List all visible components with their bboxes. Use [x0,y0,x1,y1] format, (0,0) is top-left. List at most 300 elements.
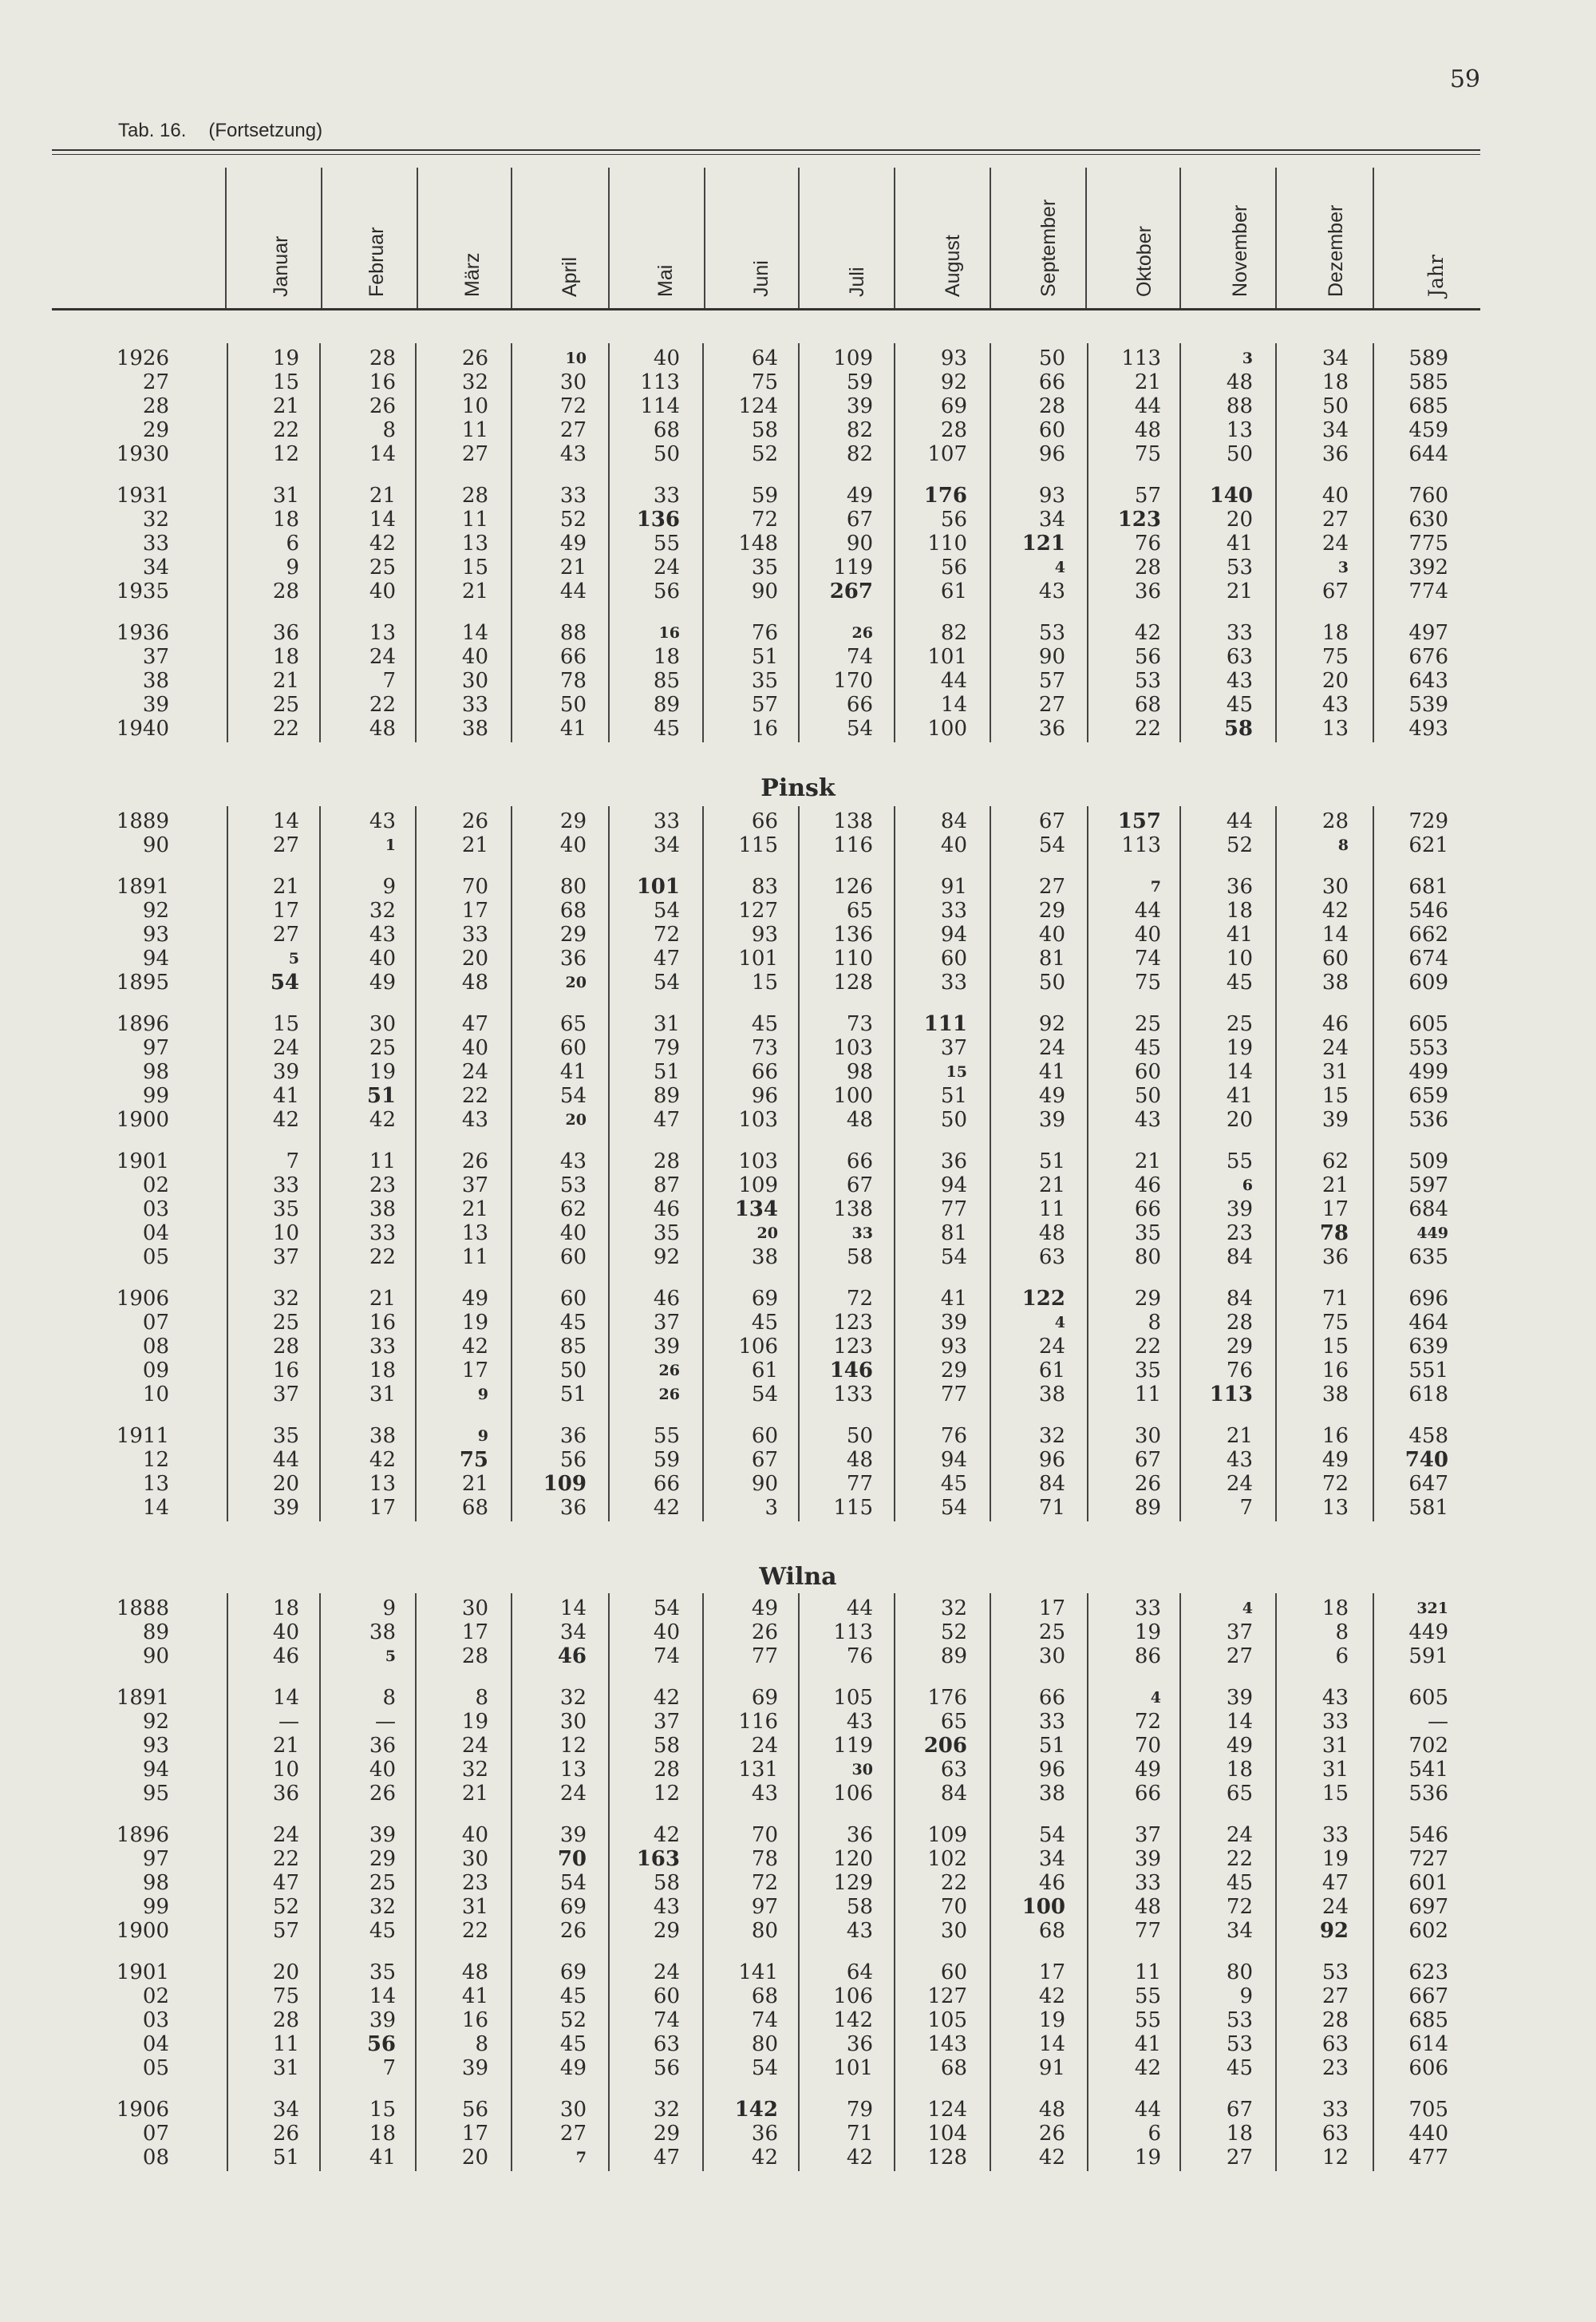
cell-monthly-value: 28 [1038,394,1065,418]
row-year: 39 [142,693,169,717]
cell-monthly-value: 57 [1038,669,1065,693]
cell-monthly-value: 28 [1226,1311,1253,1335]
cell-monthly-value: 37 [1226,1620,1253,1644]
header-column-divider [704,168,705,308]
cell-monthly-value: 66 [1038,370,1065,394]
cell-monthly-value: 106 [833,1984,873,2008]
cell-monthly-value: 54 [559,1871,587,1895]
cell-monthly-value: 14 [940,693,967,717]
cell-monthly-value: 20 [272,1472,299,1496]
cell-monthly-value: 98 [846,1060,873,1084]
cell-monthly-value: 17 [461,899,488,923]
column-divider [798,343,800,742]
row-year: 1930 [116,442,169,466]
cell-monthly-value: 58 [751,418,778,442]
cell-monthly-value: 33 [369,1221,396,1245]
cell-monthly-value: 12 [559,1734,587,1758]
cell-monthly-value: 85 [559,1335,587,1359]
cell-monthly-value: 55 [653,1424,680,1448]
cell-monthly-value: 72 [1321,1472,1349,1496]
cell-monthly-value: 84 [1226,1245,1253,1269]
cell-monthly-value: 24 [559,1782,587,1806]
cell-monthly-value: 82 [846,418,873,442]
cell-monthly-value: 27 [559,2122,587,2146]
cell-monthly-value: 52 [1226,833,1253,857]
cell-monthly-value: 24 [1038,1335,1065,1359]
cell-monthly-value: 56 [461,2098,488,2122]
cell-monthly-value: 66 [1134,1782,1161,1806]
cell-monthly-value: 75 [1134,971,1161,995]
cell-monthly-value: 40 [369,1758,396,1782]
cell-monthly-value: 18 [1226,899,1253,923]
cell-monthly-value: 28 [369,346,396,370]
cell-monthly-value: 25 [1226,1012,1253,1036]
cell-monthly-value: 115 [833,1496,873,1520]
cell-monthly-value: 26 [272,2122,299,2146]
cell-monthly-value: 20 [565,974,587,991]
cell-monthly-value: 20 [461,2146,488,2170]
row-year: 93 [142,923,169,947]
cell-monthly-value: 28 [461,1644,488,1668]
cell-monthly-value: 26 [658,1362,680,1379]
cell-monthly-value: 28 [1321,2008,1349,2032]
cell-monthly-value: 48 [1226,370,1253,394]
cell-monthly-value: 26 [369,394,396,418]
cell-monthly-value: 13 [559,1758,587,1782]
cell-monthly-value: 32 [559,1686,587,1710]
cell-monthly-value: 18 [369,1359,396,1383]
cell-monthly-value: 57 [751,693,778,717]
cell-monthly-value: 19 [272,346,299,370]
cell-monthly-value: 34 [1038,508,1065,532]
column-header-month: November [1229,204,1251,297]
cell-monthly-value: 68 [653,418,680,442]
cell-monthly-value: 50 [1038,971,1065,995]
row-year: 1896 [116,1823,169,1847]
cell-monthly-value: 12 [1321,2146,1349,2170]
cell-monthly-value: 75 [1321,1311,1349,1335]
cell-monthly-value: 91 [1038,2056,1065,2080]
cell-monthly-value: 32 [272,1287,299,1311]
cell-monthly-value: 38 [369,1620,396,1644]
row-year: 27 [142,370,169,394]
cell-monthly-value: 93 [940,1335,967,1359]
row-year: 1900 [116,1108,169,1132]
top-rule [52,149,1480,151]
cell-annual-total: 705 [1408,2098,1448,2122]
cell-monthly-value: 63 [940,1758,967,1782]
cell-monthly-value: 25 [1134,1012,1161,1036]
cell-monthly-value: 79 [846,2098,873,2122]
cell-monthly-value: 92 [653,1245,680,1269]
row-year: 1911 [116,1424,169,1448]
cell-monthly-value: 103 [833,1036,873,1060]
cell-monthly-value: 94 [940,923,967,947]
cell-monthly-value: 119 [833,1734,873,1758]
cell-monthly-value: 49 [559,2056,587,2080]
cell-monthly-value: 79 [653,1036,680,1060]
cell-annual-total: 539 [1408,693,1448,717]
cell-monthly-value: 4 [1054,1314,1065,1331]
cell-annual-total: 477 [1408,2146,1448,2170]
cell-monthly-value: 38 [1038,1782,1065,1806]
cell-monthly-value: 33 [461,693,488,717]
cell-monthly-value: 11 [1134,1383,1161,1406]
cell-monthly-value: 10 [1226,947,1253,971]
cell-monthly-value: 54 [653,899,680,923]
cell-monthly-value: 78 [1319,1221,1349,1245]
cell-monthly-value: 71 [1038,1496,1065,1520]
cell-monthly-value: 43 [461,1108,488,1132]
cell-monthly-value: 50 [846,1424,873,1448]
row-year: 92 [142,899,169,923]
column-divider [227,343,228,742]
cell-monthly-value: 35 [272,1424,299,1448]
cell-monthly-value: 39 [461,2056,488,2080]
row-year: 33 [142,532,169,556]
cell-monthly-value: 22 [1134,1335,1161,1359]
cell-monthly-value: 37 [272,1383,299,1406]
cell-monthly-value: 24 [1321,1895,1349,1919]
cell-monthly-value: 50 [1321,394,1349,418]
cell-monthly-value: 21 [461,1197,488,1221]
column-divider [702,806,704,1521]
cell-monthly-value: 40 [369,580,396,603]
cell-monthly-value: 21 [369,1287,396,1311]
header-column-divider [1085,168,1087,308]
cell-monthly-value: 39 [272,1496,299,1520]
cell-monthly-value: 21 [1321,1173,1349,1197]
cell-monthly-value: 51 [751,645,778,669]
cell-monthly-value: 36 [272,1782,299,1806]
column-divider [702,343,704,742]
cell-monthly-value: 124 [738,394,778,418]
cell-monthly-value: 11 [272,2032,299,2056]
cell-monthly-value: 122 [1021,1287,1065,1311]
cell-monthly-value: 81 [940,1221,967,1245]
cell-monthly-value: 72 [846,1287,873,1311]
cell-monthly-value: 127 [738,899,778,923]
section-title: Pinsk [760,774,836,802]
cell-monthly-value: 70 [461,875,488,899]
row-year: 38 [142,669,169,693]
cell-monthly-value: 41 [1226,532,1253,556]
cell-monthly-value: 54 [846,717,873,741]
cell-monthly-value: 40 [461,1823,488,1847]
cell-monthly-value: 170 [833,669,873,693]
cell-monthly-value: 81 [1038,947,1065,971]
cell-monthly-value: 93 [751,923,778,947]
cell-monthly-value: 87 [653,1173,680,1197]
column-divider [1275,343,1277,742]
cell-monthly-value: 43 [846,1710,873,1734]
cell-monthly-value: 14 [559,1596,587,1620]
cell-monthly-value: 13 [1321,1496,1349,1520]
cell-monthly-value: 13 [1321,717,1349,741]
cell-annual-total: 589 [1408,346,1448,370]
cell-monthly-value: 51 [272,2146,299,2170]
cell-monthly-value: 54 [751,2056,778,2080]
row-year: 29 [142,418,169,442]
cell-monthly-value: 45 [653,717,680,741]
cell-monthly-value: 45 [1226,971,1253,995]
cell-monthly-value: 24 [1226,1472,1253,1496]
cell-monthly-value: 36 [1321,1245,1349,1269]
cell-monthly-value: 129 [833,1871,873,1895]
cell-monthly-value: 43 [369,809,396,833]
cell-monthly-value: 90 [751,580,778,603]
cell-monthly-value: 48 [846,1448,873,1472]
row-year: 07 [142,2122,169,2146]
cell-monthly-value: 60 [1321,947,1349,971]
cell-monthly-value: 15 [461,556,488,580]
header-column-divider [798,168,800,308]
cell-monthly-value: 61 [940,580,967,603]
cell-monthly-value: 32 [653,2098,680,2122]
cell-monthly-value: 22 [272,418,299,442]
cell-annual-total: 458 [1408,1424,1448,1448]
cell-monthly-value: 30 [851,1761,873,1778]
cell-monthly-value: 33 [1134,1871,1161,1895]
cell-monthly-value: 72 [1226,1895,1253,1919]
column-divider [702,1593,704,2171]
cell-monthly-value: 35 [1134,1359,1161,1383]
cell-monthly-value: 32 [1038,1424,1065,1448]
cell-monthly-value: 14 [1226,1060,1253,1084]
cell-monthly-value: 14 [1226,1710,1253,1734]
cell-monthly-value: 62 [1321,1149,1349,1173]
cell-annual-total: 681 [1408,875,1448,899]
header-column-divider [1373,168,1374,308]
cell-monthly-value: 40 [653,1620,680,1644]
cell-monthly-value: 21 [461,580,488,603]
cell-monthly-value: 53 [1226,556,1253,580]
cell-monthly-value: 4 [1150,1689,1161,1707]
cell-annual-total: 740 [1404,1448,1448,1472]
cell-monthly-value: 53 [559,1173,587,1197]
cell-monthly-value: 80 [751,2032,778,2056]
cell-monthly-value: 74 [653,2008,680,2032]
cell-annual-total: 659 [1408,1084,1448,1108]
cell-monthly-value: 116 [833,833,873,857]
cell-monthly-value: 94 [940,1173,967,1197]
cell-monthly-value: 15 [1321,1335,1349,1359]
cell-monthly-value: 39 [272,1060,299,1084]
cell-annual-total: 602 [1408,1919,1448,1943]
cell-monthly-value: 115 [738,833,778,857]
cell-monthly-value: 75 [751,370,778,394]
column-divider [511,1593,512,2171]
cell-monthly-value: 60 [751,1424,778,1448]
cell-monthly-value: 48 [1134,1895,1161,1919]
cell-monthly-value: 58 [1223,717,1253,741]
cell-annual-total: 605 [1408,1012,1448,1036]
cell-monthly-value: 15 [946,1063,967,1081]
cell-monthly-value: 56 [653,580,680,603]
cell-monthly-value: 39 [1134,1847,1161,1871]
cell-monthly-value: 51 [940,1084,967,1108]
cell-monthly-value: 24 [751,1734,778,1758]
cell-monthly-value: 43 [559,442,587,466]
column-divider [894,1593,895,2171]
row-year: 13 [142,1472,169,1496]
cell-monthly-value: 40 [940,833,967,857]
cell-annual-total: 541 [1408,1758,1448,1782]
cell-monthly-value: 131 [738,1758,778,1782]
cell-monthly-value: 51 [1038,1734,1065,1758]
cell-monthly-value: 3 [1242,350,1253,367]
cell-monthly-value: 30 [559,370,587,394]
cell-monthly-value: 27 [1321,508,1349,532]
cell-monthly-value: 21 [1038,1173,1065,1197]
cell-monthly-value: 80 [1226,1960,1253,1984]
header-column-divider [1275,168,1277,308]
cell-monthly-value: 12 [272,442,299,466]
cell-monthly-value: 28 [653,1758,680,1782]
cell-monthly-value: 114 [640,394,680,418]
cell-monthly-value: 33 [1321,1823,1349,1847]
cell-monthly-value: 42 [369,532,396,556]
cell-monthly-value: 46 [653,1287,680,1311]
cell-monthly-value: 107 [927,442,967,466]
cell-monthly-value: 19 [461,1311,488,1335]
row-year: 08 [142,1335,169,1359]
cell-annual-total: 536 [1408,1782,1448,1806]
cell-monthly-value: 43 [751,1782,778,1806]
cell-monthly-value: 111 [923,1012,967,1036]
row-year: 1895 [116,971,169,995]
cell-monthly-value: 18 [1321,1596,1349,1620]
cell-monthly-value: 176 [923,484,967,508]
cell-annual-total: 775 [1408,532,1448,556]
cell-monthly-value: 105 [833,1686,873,1710]
cell-monthly-value: 80 [751,1919,778,1943]
cell-monthly-value: 55 [1134,2008,1161,2032]
cell-monthly-value: 75 [1321,645,1349,669]
cell-monthly-value: 28 [272,1335,299,1359]
cell-monthly-value: 44 [272,1448,299,1472]
row-year: 1901 [116,1960,169,1984]
cell-monthly-value: 21 [559,556,587,580]
cell-monthly-value: 43 [1038,580,1065,603]
cell-monthly-value: 6 [1242,1177,1253,1194]
cell-monthly-value: 48 [461,971,488,995]
column-divider [1179,1593,1181,2171]
cell-monthly-value: 84 [1226,1287,1253,1311]
cell-monthly-value: 33 [1134,1596,1161,1620]
cell-monthly-value: 69 [751,1686,778,1710]
cell-monthly-value: 38 [751,1245,778,1269]
header-column-divider [1179,168,1181,308]
column-divider [1275,806,1277,1521]
cell-monthly-value: 6 [1148,2122,1161,2146]
cell-monthly-value: 66 [1134,1197,1161,1221]
caption-tab: Tab. 16. [118,120,187,141]
cell-monthly-value: 113 [833,1620,873,1644]
cell-monthly-value: 96 [1038,442,1065,466]
cell-monthly-value: 30 [461,1596,488,1620]
row-year: 03 [142,1197,169,1221]
cell-annual-total: 601 [1408,1871,1448,1895]
cell-monthly-value: 34 [1038,1847,1065,1871]
cell-monthly-value: 88 [1226,394,1253,418]
cell-monthly-value: 67 [846,508,873,532]
cell-monthly-value: 45 [751,1012,778,1036]
cell-monthly-value: 31 [272,2056,299,2080]
cell-monthly-value: 75 [272,1984,299,2008]
cell-monthly-value: 56 [1134,645,1161,669]
cell-monthly-value: 49 [1038,1084,1065,1108]
cell-monthly-value: 34 [1226,1919,1253,1943]
cell-monthly-value: 49 [559,532,587,556]
row-year: 1901 [116,1149,169,1173]
cell-annual-total: 321 [1416,1600,1448,1617]
cell-monthly-value: 70 [751,1823,778,1847]
cell-monthly-value: 100 [927,717,967,741]
cell-monthly-value: 39 [369,1823,396,1847]
cell-monthly-value: 43 [1134,1108,1161,1132]
cell-monthly-value: 27 [1226,2146,1253,2170]
cell-monthly-value: 37 [272,1245,299,1269]
cell-monthly-value: 40 [461,1036,488,1060]
column-header-month: März [461,252,484,297]
cell-monthly-value: 45 [559,1311,587,1335]
cell-monthly-value: 106 [738,1335,778,1359]
cell-monthly-value: 60 [559,1287,587,1311]
column-divider [608,806,610,1521]
row-year: 90 [142,833,169,857]
cell-monthly-value: 74 [751,2008,778,2032]
cell-monthly-value: 42 [653,1823,680,1847]
cell-monthly-value: 128 [927,2146,967,2170]
cell-monthly-value: 45 [559,1984,587,2008]
cell-monthly-value: 17 [461,1620,488,1644]
column-divider [608,1593,610,2171]
cell-monthly-value: 47 [653,1108,680,1132]
cell-monthly-value: 25 [1038,1620,1065,1644]
cell-monthly-value: 23 [1226,1221,1253,1245]
cell-monthly-value: 127 [927,1984,967,2008]
cell-monthly-value: 28 [1134,556,1161,580]
cell-monthly-value: 55 [653,532,680,556]
cell-monthly-value: 22 [272,1847,299,1871]
cell-monthly-value: 28 [940,418,967,442]
cell-monthly-value: 35 [272,1197,299,1221]
cell-monthly-value: 30 [940,1919,967,1943]
cell-monthly-value: 67 [1134,1448,1161,1472]
cell-monthly-value: 34 [272,2098,299,2122]
header-column-divider [321,168,322,308]
cell-monthly-value: 56 [940,508,967,532]
header-column-divider [990,168,991,308]
cell-monthly-value: 18 [272,645,299,669]
cell-monthly-value: 43 [1226,669,1253,693]
cell-annual-total: 702 [1408,1734,1448,1758]
cell-monthly-value: 33 [851,1224,873,1242]
cell-monthly-value: 22 [272,717,299,741]
cell-monthly-value: 45 [940,1472,967,1496]
cell-monthly-value: 30 [1321,875,1349,899]
cell-monthly-value: 28 [272,580,299,603]
column-header-month: August [942,235,964,297]
cell-monthly-value: 29 [940,1359,967,1383]
cell-monthly-value: 77 [940,1383,967,1406]
column-divider [798,806,800,1521]
cell-monthly-value: 22 [369,693,396,717]
cell-monthly-value: 50 [1134,1084,1161,1108]
cell-monthly-value: 16 [369,370,396,394]
cell-annual-total: 499 [1408,1060,1448,1084]
